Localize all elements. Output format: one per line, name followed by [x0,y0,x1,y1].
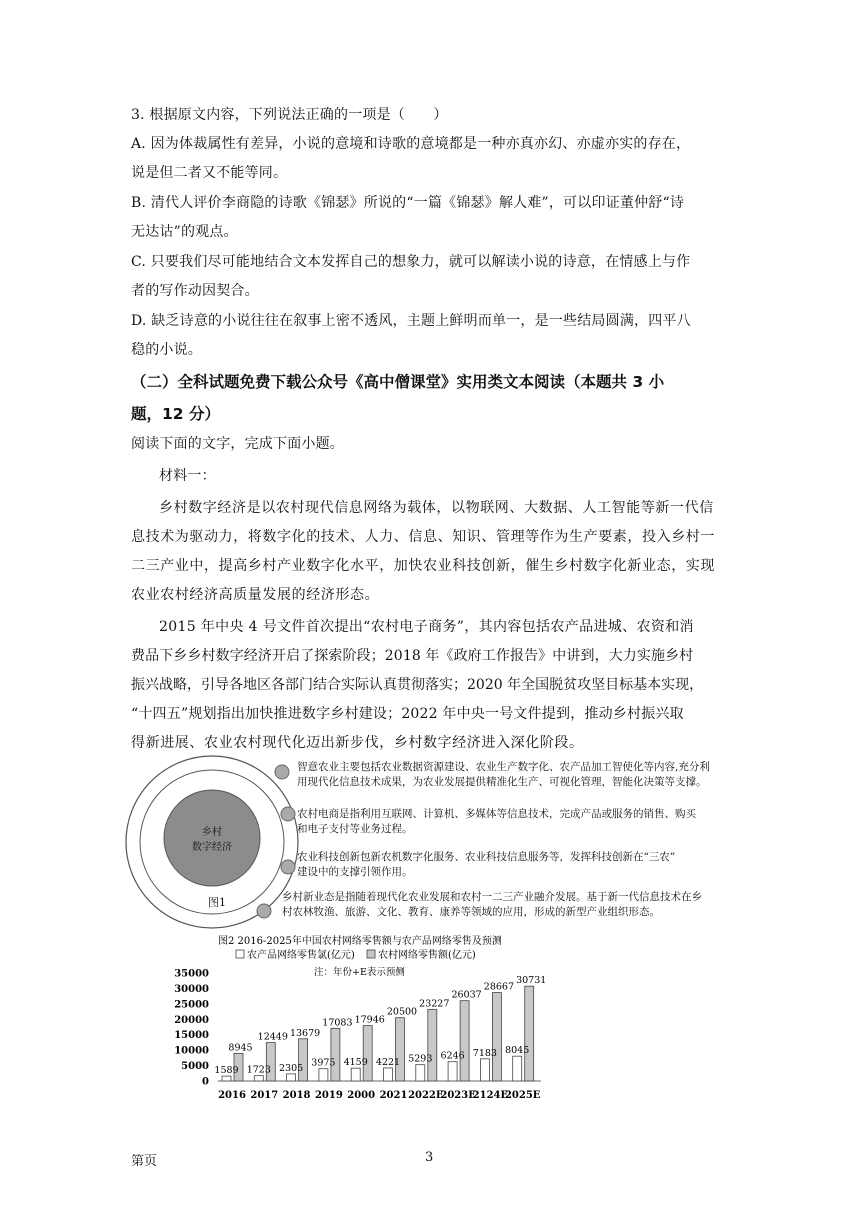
para2-line5: 得新进展、农业农村现代化迈出新步伐，乡村数字经济进入深化阶段。 [131,735,584,751]
value-label-rural: 26037 [451,989,482,1001]
fig1-item3-line2: 建设中的支撑引领作用。 [297,866,413,878]
value-label-rural: 30731 [516,975,547,987]
figure2-chart [170,930,570,1105]
y-tick-label: 0 [202,1076,209,1088]
bar-agri [513,1056,522,1081]
x-tick-label: 2018 [282,1090,311,1101]
bar-rural [460,1001,469,1081]
bar-agri [384,1068,393,1081]
para1-line1: 乡村数字经济是以农村现代信息网络为载体，以物联网、大数据、人工智能等新一代信 [159,500,714,516]
value-label-agri: 1723 [246,1064,271,1076]
bar-rural [363,1026,372,1081]
x-tick-label: 2025E [504,1090,541,1101]
bar-agri [319,1069,328,1081]
value-label-rural: 17946 [354,1014,385,1026]
legend-swatch-0 [236,950,244,958]
x-tick-label: 2023E [440,1090,476,1101]
orbit-node-2 [281,807,295,821]
value-label-agri: 7183 [472,1047,497,1059]
bar-agri [351,1068,360,1081]
para2-line2: 费品下乡乡村数字经济开启了探索阶段；2018 年《政府工作报告》中讲到，大力实施乡村 [131,648,694,664]
orbit-node-4 [257,904,271,918]
section-heading-line2: 题，12 分） [131,405,220,423]
question-stem: 3. 根据原文内容，下列说法正确的一项是（ ） [131,107,448,123]
legend-swatch-1 [367,950,375,958]
orbit-node-1 [275,765,289,779]
value-label-agri: 2305 [279,1062,304,1074]
value-label-agri: 5293 [408,1053,433,1065]
chart-title: 图2 2016-2025年中国农村网络零售额与农产品网络零售及预测 [218,936,502,947]
bar-rural [525,986,534,1081]
fig1-item2-line1: 农村电商是指利用互联网、计算机、多媒体等信息技术，完成产品或服务的销售、购买 [297,808,696,820]
option-c-line2: 者的写作动因契合。 [131,283,259,299]
option-a-line1: A. 因为体裁属性有差异，小说的意境和诗歌的意境都是一种亦真亦幻、亦虚亦实的存在， [131,136,691,152]
value-label-agri: 3975 [311,1057,336,1069]
x-tick-label: 2021 [379,1090,408,1101]
fig1-item4-line1: 乡村新业态是指随着现代化农业发展和农村一二三产业融介发展。基于新一代信息技术在乡 [282,891,702,903]
bar-rural [396,1018,405,1081]
value-label-agri: 1589 [214,1065,239,1077]
x-tick-label: 2124E [472,1090,509,1101]
x-tick-label: 2016 [218,1090,246,1101]
fig1-item1-line1: 智意农业主要包括农业数据资源建设、农业生产数字化、农产品加工智使化等内容,充分利 [297,761,710,773]
center-label-line2: 数字经济 [192,842,232,853]
option-b-line1: B. 清代人评价李商隐的诗歌《锦瑟》所说的“一篇《锦瑟》解人难”，可以印证董仲舒“诗 [131,195,685,211]
value-label-rural: 17083 [322,1017,353,1029]
section-heading-line1: （二）全科试题免费下载公众号《高中僧课堂》实用类文本阅读（本题共 3 小 [131,373,665,391]
value-label-agri: 4159 [343,1057,368,1069]
figure1-label: 图1 [208,896,226,909]
bar-agri [222,1076,231,1081]
fig1-item3-line1: 农业科技创新包新农机数字化服务、农业科技信息服务等，发挥科技创新在“三农” [297,851,676,863]
para1-line4: 农业农村经济高质量发展的经济形态。 [131,587,380,603]
instruction: 阅读下面的文字，完成下面小题。 [131,436,344,452]
option-c-line1: C. 只要我们尽可能地结合文本发挥自己的想象力，就可以解读小说的诗意，在情感上与作 [131,254,691,270]
para2-line4: “十四五”规划指出加快推进数字乡村建设；2022 年中央一号文件提到，推动乡村振兴取 [131,706,684,722]
x-tick-label: 2017 [250,1090,279,1101]
footer-label: 第页 [131,1154,158,1169]
value-label-agri: 4221 [375,1056,401,1068]
value-label-rural: 8945 [228,1042,253,1054]
option-b-line2: 无达诂”的观点。 [131,224,238,240]
bar-rural [428,1009,437,1081]
material-label: 材料一： [159,468,216,484]
bar-agri [254,1076,263,1081]
orbit-node-3 [281,860,295,874]
fig1-item2-line2: 和电子支付等业务过程。 [297,823,413,835]
para2-line3: 振兴战略，引导各地区各部门结合实际认真贯彻落实；2020 年全国脱贫攻坚目标基本实现， [131,677,704,693]
bar-agri [287,1074,296,1081]
value-label-rural: 23227 [419,998,450,1010]
chart-note: 注：年份+E表示预侧 [314,967,405,978]
option-d-line1: D. 缺乏诗意的小说往往在叙事上密不透风，主题上鲜明而单一，是一些结局圆满，四平八 [131,313,691,329]
y-tick-label: 35000 [174,968,209,980]
y-tick-label: 30000 [174,983,209,995]
y-tick-label: 10000 [174,1045,209,1057]
value-label-rural: 13679 [289,1027,321,1039]
y-tick-label: 5000 [181,1061,209,1073]
y-tick-label: 15000 [174,1030,209,1042]
fig1-item4-line2: 村农林牧渔、旅游、文化、教育、康养等领域的应用，形成的新型产业组织形态。 [282,906,660,918]
bar-rural [299,1039,308,1081]
y-tick-label: 20000 [174,1014,209,1026]
option-d-line2: 稳的小说。 [131,342,202,358]
bar-agri [416,1065,425,1081]
para1-line2: 息技术为驱动力，将数字化的技术、人力、信息、知识、管理等作为生产要素，投入乡村一 [131,529,715,545]
value-label-rural: 20500 [386,1006,418,1018]
value-label-agri: 6246 [440,1050,465,1062]
value-label-rural: 28667 [483,981,515,993]
x-tick-label: 2000 [347,1090,376,1101]
legend-label-0: 农产品网络零售氯(亿元) [247,950,355,961]
fig1-item1-line2: 用现代化信息技术成果，为农业发展提供精准化生产、可视化管理，智能化决策等支撑。 [297,776,707,788]
page-number: 3 [425,1150,434,1165]
value-label-agri: 8045 [505,1045,530,1057]
y-tick-label: 25000 [174,999,209,1011]
bar-rural [331,1028,340,1081]
option-a-line2: 说是但二者又不能等同。 [131,165,288,181]
bar-agri [448,1062,457,1081]
x-tick-label: 2019 [314,1090,343,1101]
value-label-rural: 12449 [257,1031,288,1043]
bar-agri [480,1059,489,1081]
center-label-line1: 乡村 [202,827,222,838]
para2-line1: 2015 年中央 4 号文件首次提出“农村电子商务”，其内容包括农产品进城、农资和消 [159,619,694,635]
bar-rural [492,993,501,1081]
para1-line3: 二三产业中，提高乡村产业数字化水平，加快农业科技创新，催生乡村数字化新业态，实现 [131,558,715,574]
legend-label-1: 农村网络零售额(亿元) [378,950,476,961]
x-tick-label: 2022E [408,1090,444,1101]
